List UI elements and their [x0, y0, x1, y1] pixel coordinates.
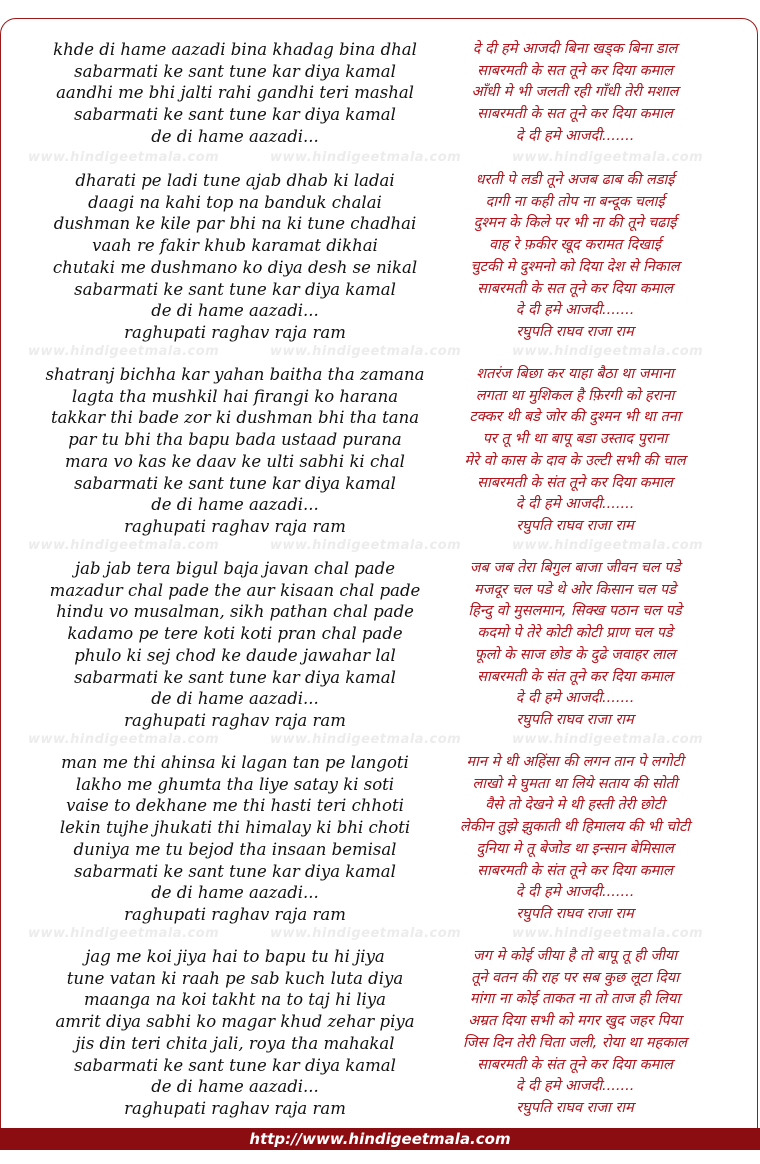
lyric-line — [0, 580, 760, 602]
lyric-line — [0, 407, 760, 429]
lyric-line — [0, 300, 760, 322]
lyric-line — [0, 364, 760, 386]
lyric-line — [0, 213, 760, 235]
lyric-hindi: साबरमती के सत तूने कर दिया कमाल — [477, 280, 673, 297]
lyric-line — [0, 473, 760, 495]
lyric-hindi: दे दी हमे आजदी....... — [515, 884, 635, 901]
watermark-text: www.hindigeetmala.com — [270, 926, 462, 941]
lyric-hindi: मजदूर चल पडे थे ओर किसान चल पडे — [474, 581, 676, 598]
lyric-hindi: रघुपति राघव राजा राम — [516, 517, 634, 534]
lyric-english: raghupati raghav raja ram — [124, 322, 346, 342]
lyric-english: jag me koi jiya hai to bapu tu hi jiya — [85, 947, 385, 966]
watermark-row — [0, 344, 760, 364]
lyric-line — [0, 279, 760, 301]
lyric-line — [0, 968, 760, 990]
lyric-english: vaise to dekhane me thi hasti teri chhoti — [66, 796, 404, 816]
lyric-hindi: मेरे वो कास के दाव के उल्टी सभी की चाल — [464, 452, 686, 469]
lyric-line — [0, 429, 760, 451]
lyric-english: raghupati raghav raja ram — [124, 710, 346, 730]
lyric-line — [0, 688, 760, 710]
lyric-hindi: साबरमती के संत तूने कर दिया कमाल — [477, 474, 673, 491]
lyric-english: khde di hame aazadi bina khadag bina dhal — [53, 40, 417, 59]
lyric-hindi: मांगा ना कोई ताकत ना तो ताज ही लिया — [469, 991, 681, 1008]
lyric-english: daagi na kahi top na banduk chalai — [88, 192, 382, 212]
lyric-english: aandhi me bhi jalti rahi gandhi teri mashal — [56, 83, 414, 103]
lyric-line — [0, 817, 760, 839]
lyric-hindi: लेकीन तुझे झुकाती थी हिमालय की भी चोटी — [459, 819, 691, 836]
lyric-hindi: साबरमती के सत तूने कर दिया कमाल — [477, 106, 673, 123]
lyric-english: sabarmati ke sant tune kar diya kamal — [74, 667, 396, 687]
lyric-hindi: फूलो के साज छोड के दुढे जवाहर लाल — [474, 646, 676, 663]
lyric-english: kadamo pe tere koti koti pran chal pade — [67, 624, 403, 644]
lyric-line — [0, 710, 760, 732]
lyric-hindi: तूने वतन की राह पर सब कुछ लूटा दिया — [471, 969, 679, 986]
footer-url[interactable]: http://www.hindigeetmala.com — [0, 1128, 760, 1150]
lyric-hindi: पर तू भी था बापू बडा उस्ताद पुराना — [482, 431, 668, 448]
lyric-line — [0, 322, 760, 344]
lyric-hindi: दे दी हमे आजदी....... — [515, 496, 635, 513]
lyric-english: vaah re fakir khub karamat dikhai — [92, 236, 378, 256]
lyric-line — [0, 752, 760, 774]
lyric-english: de di hame aazadi... — [151, 126, 319, 146]
lyric-hindi: जब जब तेरा बिगुल बाजा जीवन चल पडे — [469, 560, 681, 576]
lyric-hindi: जिस दिन तेरी चिता जली, रोया था महकाल — [463, 1034, 687, 1051]
lyric-english: hindu vo musalman, sikh pathan chal pade — [56, 602, 414, 622]
lyric-line — [0, 667, 760, 689]
lyric-english: sabarmati ke sant tune kar diya kamal — [74, 105, 396, 125]
lyric-hindi: रघुपति राघव राजा राम — [516, 1099, 634, 1116]
lyric-line — [0, 1055, 760, 1077]
lyric-hindi: लगता था मुशिकल है फ़िरगी को हराना — [475, 387, 675, 404]
lyric-line — [0, 558, 760, 580]
lyric-hindi: दुश्मन के किले पर भी ना की तूने चढाई — [473, 215, 677, 232]
watermark-text: www.hindigeetmala.com — [512, 926, 704, 941]
watermark-text: www.hindigeetmala.com — [28, 150, 220, 165]
lyric-english: amrit diya sabhi ko magar khud zehar piya — [55, 1012, 415, 1032]
lyric-english: lagta tha mushkil hai firangi ko harana — [71, 386, 399, 406]
lyric-english: mazadur chal pade the aur kisaan chal pade — [49, 580, 421, 600]
lyric-line — [0, 170, 760, 192]
watermark-text: www.hindigeetmala.com — [28, 538, 220, 553]
lyric-line — [0, 451, 760, 473]
lyric-english: sabarmati ke sant tune kar diya kamal — [74, 861, 396, 881]
lyric-english: raghupati raghav raja ram — [124, 1098, 346, 1118]
lyric-hindi: साबरमती के संत तूने कर दिया कमाल — [477, 1056, 673, 1073]
lyric-line — [0, 601, 760, 623]
lyric-line — [0, 1076, 760, 1098]
lyric-line — [0, 386, 760, 408]
lyric-english: sabarmati ke sant tune kar diya kamal — [74, 1055, 396, 1075]
lyric-hindi: साबरमती के संत तूने कर दिया कमाल — [477, 862, 673, 879]
lyric-english: chutaki me dushmano ko diya desh se nikal — [52, 257, 418, 277]
lyric-english: dharati pe ladi tune ajab dhab ki ladai — [75, 171, 395, 190]
watermark-text: www.hindigeetmala.com — [28, 732, 220, 747]
lyric-english: sabarmati ke sant tune kar diya kamal — [74, 473, 396, 493]
watermark-text: www.hindigeetmala.com — [270, 538, 462, 553]
lyric-line — [0, 516, 760, 538]
lyric-hindi: मान मे थी अहिंसा की लगन तान पे लगोटी — [466, 754, 684, 770]
watermark-text: www.hindigeetmala.com — [512, 344, 704, 359]
lyric-hindi: दुनिया मे तू बेजोड था इन्सान बेमिसाल — [476, 840, 674, 857]
lyric-line — [0, 989, 760, 1011]
lyric-hindi: दे दी हमे आजदी बिना खड्क बिना डाल — [472, 41, 678, 57]
watermark-text: www.hindigeetmala.com — [28, 926, 220, 941]
watermark-text: www.hindigeetmala.com — [270, 344, 462, 359]
lyric-hindi: रघुपति राघव राजा राम — [516, 905, 634, 922]
lyric-english: lekin tujhe jhukati thi himalay ki bhi choti — [59, 818, 411, 838]
lyric-line — [0, 839, 760, 861]
lyric-english: shatranj bichha kar yahan baitha tha zamana — [45, 365, 425, 384]
lyric-line — [0, 61, 760, 83]
lyric-english: de di hame aazadi... — [151, 495, 319, 515]
watermark-row — [0, 732, 760, 752]
lyric-english: de di hame aazadi... — [151, 883, 319, 903]
lyric-hindi: दे दी हमे आजदी....... — [515, 1078, 635, 1095]
lyric-hindi: दागी ना कही तोप ना बन्दूक चलाई — [485, 193, 665, 210]
lyric-english: de di hame aazadi... — [151, 301, 319, 321]
watermark-text: www.hindigeetmala.com — [28, 344, 220, 359]
lyric-english: par tu bhi tha bapu bada ustaad purana — [68, 430, 402, 450]
lyric-english: jis din teri chita jali, roya tha mahakal — [75, 1033, 395, 1053]
lyric-line — [0, 882, 760, 904]
watermark-row — [0, 150, 760, 170]
lyric-english: takkar thi bade zor ki dushman bhi tha tana — [50, 408, 420, 428]
lyric-english: jab jab tera bigul baja javan chal pade — [75, 559, 395, 578]
lyric-hindi: दे दी हमे आजदी....... — [515, 302, 635, 319]
lyric-line — [0, 39, 760, 61]
lyric-line — [0, 257, 760, 279]
watermark-text: www.hindigeetmala.com — [270, 732, 462, 747]
lyric-line — [0, 774, 760, 796]
lyric-line — [0, 795, 760, 817]
lyric-hindi: साबरमती के संत तूने कर दिया कमाल — [477, 668, 673, 685]
lyric-english: dushman ke kile par bhi na ki tune chadhai — [53, 214, 417, 234]
lyric-line — [0, 645, 760, 667]
lyric-hindi: दे दी हमे आजदी....... — [515, 690, 635, 707]
lyric-english: de di hame aazadi... — [151, 689, 319, 709]
lyric-line — [0, 946, 760, 968]
lyric-hindi: आँधी मे भी जलती रही गाँधी तेरी मशाल — [471, 84, 679, 101]
lyric-hindi: जग मे कोई जीया है तो बापू तू ही जीया — [472, 948, 678, 964]
lyric-english: tune vatan ki raah pe sab kuch luta diya — [66, 968, 404, 988]
lyric-english: sabarmati ke sant tune kar diya kamal — [74, 61, 396, 81]
lyric-english: de di hame aazadi... — [151, 1077, 319, 1097]
watermark-text: www.hindigeetmala.com — [512, 150, 704, 165]
lyric-english: duniya me tu bejod tha insaan bemisal — [73, 839, 397, 859]
lyric-line — [0, 126, 760, 148]
lyric-english: man me thi ahinsa ki lagan tan pe langoti — [61, 753, 409, 772]
lyric-hindi: रघुपति राघव राजा राम — [516, 323, 634, 340]
lyric-english: sabarmati ke sant tune kar diya kamal — [74, 279, 396, 299]
lyric-english: raghupati raghav raja ram — [124, 904, 346, 924]
lyric-hindi: लाखो मे घुमता था लिये सताय की सोती — [472, 775, 678, 792]
lyric-line — [0, 104, 760, 126]
lyric-hindi: दे दी हमे आजदी....... — [515, 127, 635, 144]
lyric-english: maanga na koi takht na to taj hi liya — [84, 990, 386, 1010]
watermark-row — [0, 926, 760, 946]
watermark-text: www.hindigeetmala.com — [512, 538, 704, 553]
lyric-hindi: वाह रे फ़कीर खूद करामत दिखाई — [488, 237, 661, 254]
lyric-line — [0, 904, 760, 926]
lyric-line — [0, 861, 760, 883]
lyric-line — [0, 192, 760, 214]
lyric-english: phulo ki sej chod ke daude jawahar lal — [74, 645, 396, 665]
lyric-hindi: कदमो पे तेरे कोटी कोटी प्राण चल पडे — [477, 625, 673, 642]
lyric-english: raghupati raghav raja ram — [124, 516, 346, 536]
lyric-english: lakho me ghumta tha liye satay ki soti — [75, 774, 395, 794]
watermark-row — [0, 538, 760, 558]
lyric-line — [0, 1033, 760, 1055]
lyric-hindi: चुटकी मे दुश्मनो को दिया देश से निकाल — [470, 258, 680, 275]
lyric-hindi: साबरमती के सत तूने कर दिया कमाल — [477, 62, 673, 79]
lyric-hindi: रघुपति राघव राजा राम — [516, 711, 634, 728]
lyric-hindi: धरती पे लडी तूने अजब ढाब की लडाई — [475, 172, 675, 188]
watermark-text: www.hindigeetmala.com — [512, 732, 704, 747]
watermark-text: www.hindigeetmala.com — [270, 150, 462, 165]
lyric-hindi: हिन्दु वो मुसलमान, सिक्ख पठान चल पडे — [468, 603, 682, 620]
lyric-line — [0, 1098, 760, 1120]
lyric-hindi: शतरंज बिछा कर याहा बैठा था जमाना — [476, 366, 674, 382]
lyric-hindi: वैसे तो देखने मे थी हस्ती तेरी छोटी — [485, 797, 665, 814]
lyric-english: mara vo kas ke daav ke ulti sabhi ki chal — [65, 451, 405, 471]
lyric-line — [0, 494, 760, 516]
lyric-hindi: अम्रत दिया सभी को मगर खुद जहर पिया — [468, 1013, 682, 1030]
lyric-line — [0, 235, 760, 257]
lyric-line — [0, 1011, 760, 1033]
lyric-hindi: टक्कर थी बडे जोर की दुश्मन भी था तना — [469, 409, 681, 426]
lyric-line — [0, 82, 760, 104]
lyric-line — [0, 623, 760, 645]
